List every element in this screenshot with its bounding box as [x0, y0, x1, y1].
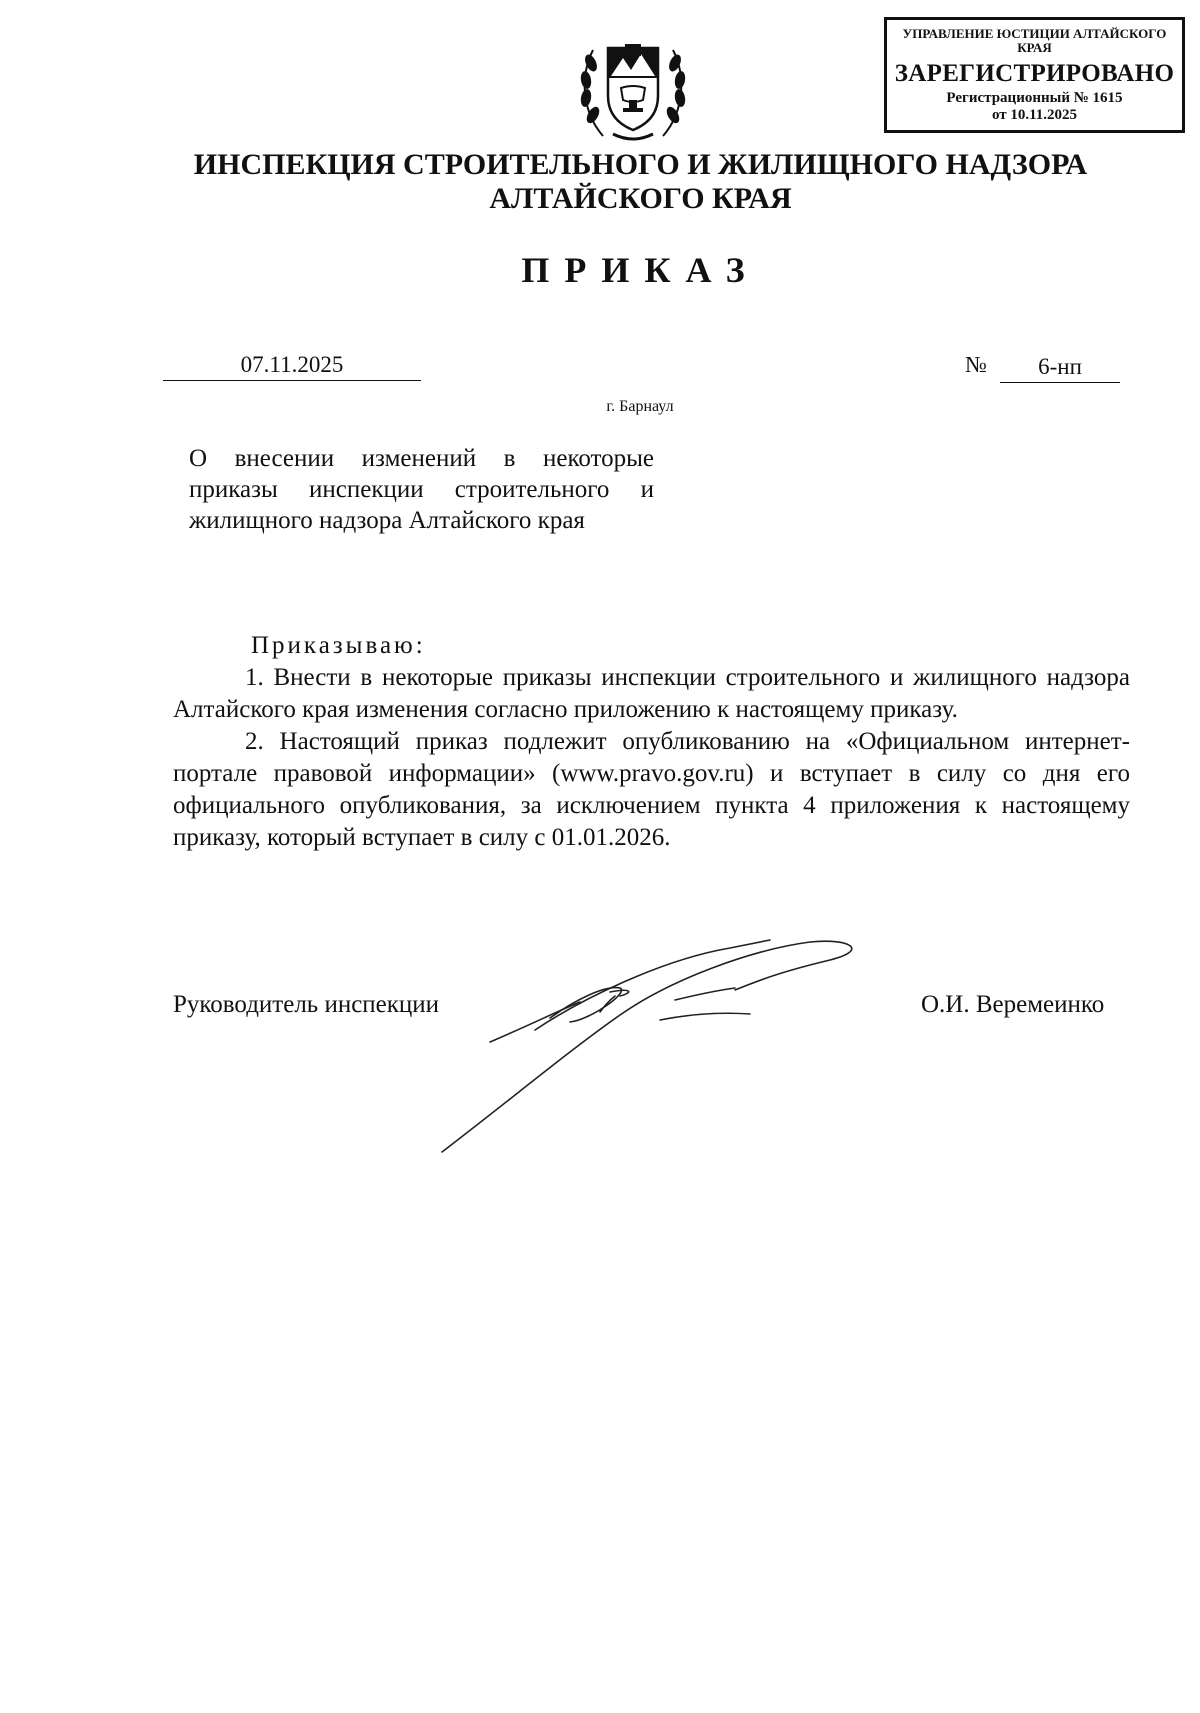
registration-stamp [884, 17, 1185, 133]
order-item: 2. Настоящий приказ подлежит опубликованию на «Официальном интернет-портале правовой информации» (www.pravo.gov.ru) и вступает в силу со дня его официального опубликования, за исключением пункта 4 приложения к настоящему приказу, который вступает в силу с 01.01.2026. [173, 728, 1130, 851]
stamp-org-text: УПРАВЛЕНИЕ ЮСТИЦИИ АЛТАЙСКОГО КРАЯ [902, 26, 1167, 55]
coat-of-arms-icon [573, 18, 693, 152]
stamp-status: ЗАРЕГИСТРИРОВАНО [894, 60, 1175, 87]
document-type: ПРИКАЗ [521, 250, 760, 290]
agency-line-1: ИНСПЕКЦИЯ СТРОИТЕЛЬНОГО И ЖИЛИЩНОГО НАДЗОРА [193, 148, 1088, 181]
city: г. Барнаул [606, 398, 674, 415]
stamp-reg-number: Регистрационный № 1615 [946, 90, 1123, 106]
agency-line-2: АЛТАЙСКОГО КРАЯ [489, 182, 792, 215]
stamp-org [887, 27, 1182, 55]
order-body [173, 630, 1130, 854]
signatory-role: Руководитель инспекции [173, 991, 440, 1018]
order-item: 1. Внести в некоторые приказы инспекции строительного и жилищного надзора Алтайского края изменения согласно приложению к настоящему приказу. [173, 664, 1130, 723]
order-date: 07.11.2025 [163, 352, 421, 381]
number-sign: № [965, 352, 987, 377]
order-number: 6-нп [1000, 354, 1120, 383]
stamp-reg-date: от 10.11.2025 [991, 107, 1078, 123]
handwritten-signature [430, 930, 930, 1160]
order-subject: О внесении изменений в некоторые приказы инспекции строительного и жилищного надзора Алтайского края [189, 445, 654, 534]
agency-name [100, 148, 1181, 216]
order-word: Приказываю: [251, 632, 426, 659]
signatory-name: О.И. Веремеинко [921, 991, 1105, 1018]
